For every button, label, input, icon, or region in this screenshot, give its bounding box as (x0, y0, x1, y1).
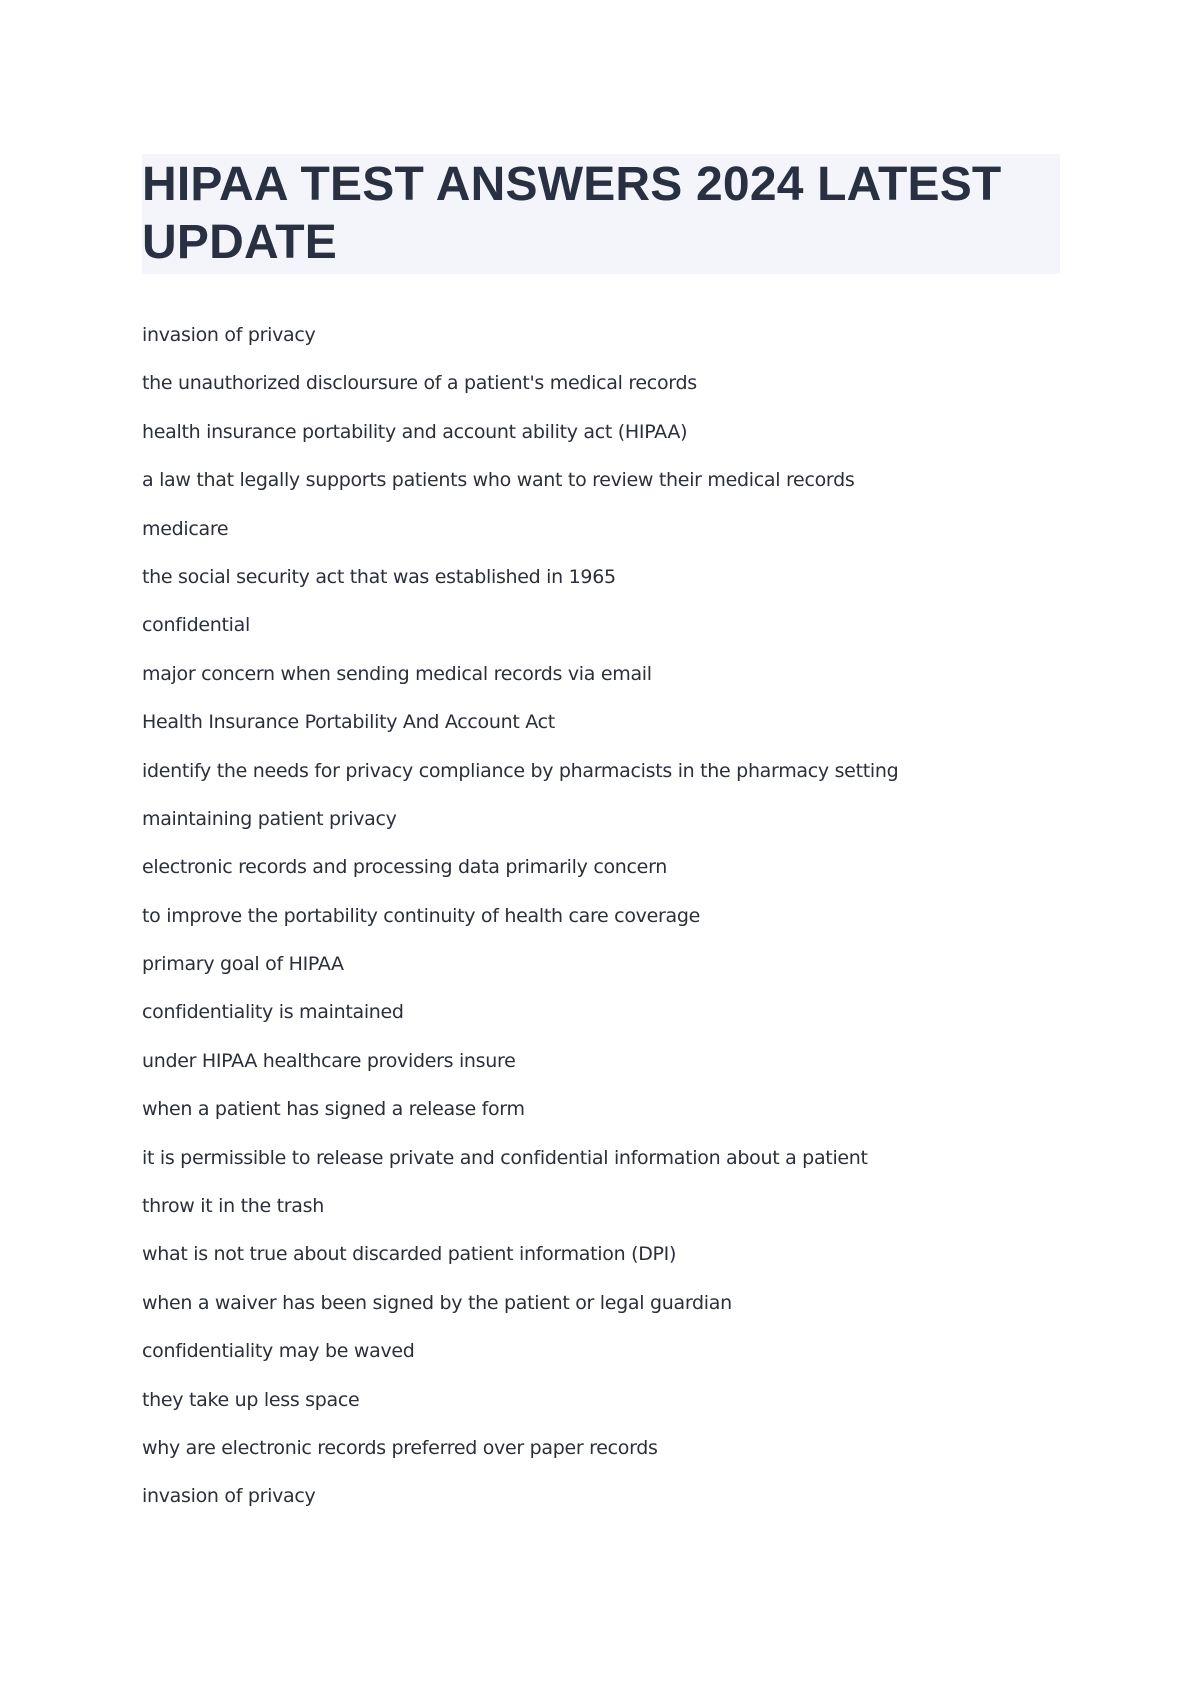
qa-list (142, 318, 1062, 1528)
qa-line: they take up less space (142, 1388, 360, 1411)
qa-line: when a patient has signed a release form (142, 1098, 525, 1121)
qa-line: the social security act that was established in 1965 (142, 565, 616, 588)
qa-line: electronic records and processing data primarily concern (142, 856, 667, 879)
qa-line: major concern when sending medical records via email (142, 662, 652, 685)
qa-line: maintaining patient privacy (142, 807, 397, 830)
qa-line: throw it in the trash (142, 1195, 324, 1218)
qa-line: confidential (142, 614, 250, 637)
qa-line: primary goal of HIPAA (142, 953, 344, 976)
qa-line: invasion of privacy (142, 1485, 316, 1508)
qa-line: confidentiality may be waved (142, 1340, 415, 1363)
qa-line: what is not true about discarded patient information (DPI) (142, 1243, 677, 1266)
qa-line: identify the needs for privacy compliance by pharmacists in the pharmacy setting (142, 759, 899, 782)
document-title: HIPAA TEST ANSWERS 2024 LATEST UPDATE (142, 158, 1002, 269)
title-banner (142, 154, 1060, 274)
qa-line: under HIPAA healthcare providers insure (142, 1049, 516, 1072)
qa-line: it is permissible to release private and confidential information about a patient (142, 1146, 868, 1169)
qa-line: to improve the portability continuity of health care coverage (142, 904, 700, 927)
qa-line: invasion of privacy (142, 324, 316, 346)
qa-line: health insurance portability and account ability act (HIPAA) (142, 420, 688, 443)
qa-line: the unauthorized discloursure of a patient's medical records (142, 372, 697, 395)
qa-line: Health Insurance Portability And Account Act (142, 711, 555, 734)
qa-line: medicare (142, 517, 229, 540)
qa-line: a law that legally supports patients who want to review their medical records (142, 469, 855, 492)
qa-line: confidentiality is maintained (142, 1001, 404, 1024)
qa-line: why are electronic records preferred over paper records (142, 1436, 658, 1459)
qa-line: when a waiver has been signed by the patient or legal guardian (142, 1291, 732, 1314)
